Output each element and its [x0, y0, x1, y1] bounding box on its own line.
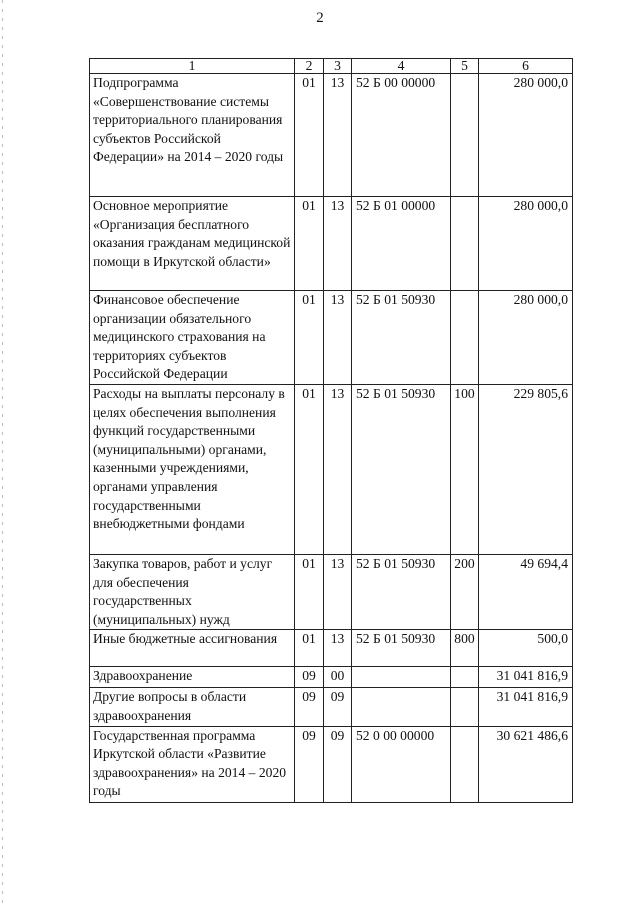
row-amount-cell: 31 041 816,9 — [479, 688, 573, 726]
column-header-6: 6 — [479, 59, 573, 74]
row-expense-type-cell — [451, 74, 479, 197]
row-name-cell: Здравоохранение — [90, 667, 295, 688]
row-target-article-cell: 52 Б 01 50930 — [352, 555, 451, 630]
column-header-3: 3 — [324, 59, 352, 74]
row-target-article-cell — [352, 667, 451, 688]
row-amount-cell: 229 805,6 — [479, 385, 573, 555]
row-target-article-cell: 52 Б 01 00000 — [352, 197, 451, 291]
row-expense-type-cell — [451, 291, 479, 385]
table-row — [90, 555, 573, 630]
row-name-cell: Иные бюджетные ассигнования — [90, 630, 295, 667]
row-section-cell: 01 — [295, 197, 324, 291]
row-subsection-cell: 13 — [324, 630, 352, 667]
row-subsection-cell: 13 — [324, 385, 352, 555]
row-subsection-cell: 00 — [324, 667, 352, 688]
budget-table — [89, 58, 573, 803]
row-expense-type-cell: 200 — [451, 555, 479, 630]
table-row — [90, 197, 573, 291]
row-name-cell: Расходы на выплаты персоналу в целях обеспечения выполнения функций государственными (муниципальными) органами, казенными учреждениями, органами управления государственными внебюджетными фондами — [90, 385, 295, 555]
row-amount-cell: 30 621 486,6 — [479, 726, 573, 802]
scan-edge-mark — [2, 0, 3, 905]
table-row — [90, 726, 573, 802]
row-amount-cell: 280 000,0 — [479, 291, 573, 385]
row-expense-type-cell — [451, 197, 479, 291]
row-subsection-cell: 09 — [324, 726, 352, 802]
row-subsection-cell: 13 — [324, 291, 352, 385]
column-header-1: 1 — [90, 59, 295, 74]
row-expense-type-cell: 800 — [451, 630, 479, 667]
row-name-cell: Закупка товаров, работ и услуг для обеспечения государственных (муниципальных) нужд — [90, 555, 295, 630]
row-subsection-cell: 13 — [324, 74, 352, 197]
row-name-cell: Основное мероприятие «Организация бесплатного оказания гражданам медицинской помощи в Иркутской области» — [90, 197, 295, 291]
row-amount-cell: 280 000,0 — [479, 74, 573, 197]
row-name-cell: Государственная программа Иркутской области «Развитие здравоохранения» на 2014 – 2020 годы — [90, 726, 295, 802]
row-name-cell: Финансовое обеспечение организации обязательного медицинского страхования на территориях субъектов Российской Федерации — [90, 291, 295, 385]
row-subsection-cell: 09 — [324, 688, 352, 726]
column-header-5: 5 — [451, 59, 479, 74]
row-expense-type-cell — [451, 726, 479, 802]
row-section-cell: 01 — [295, 555, 324, 630]
row-amount-cell: 49 694,4 — [479, 555, 573, 630]
table-row — [90, 688, 573, 726]
row-name-cell: Подпрограмма «Совершенствование системы территориального планирования субъектов Российской Федерации» на 2014 – 2020 годы — [90, 74, 295, 197]
table-row — [90, 385, 573, 555]
row-section-cell: 01 — [295, 630, 324, 667]
row-section-cell: 01 — [295, 74, 324, 197]
table-row — [90, 667, 573, 688]
page-number: 2 — [316, 10, 324, 26]
row-section-cell: 01 — [295, 385, 324, 555]
row-section-cell: 09 — [295, 667, 324, 688]
row-target-article-cell: 52 Б 01 50930 — [352, 630, 451, 667]
row-subsection-cell: 13 — [324, 555, 352, 630]
row-expense-type-cell — [451, 667, 479, 688]
row-target-article-cell: 52 Б 00 00000 — [352, 74, 451, 197]
table-row — [90, 74, 573, 197]
row-target-article-cell — [352, 688, 451, 726]
column-header-4: 4 — [352, 59, 451, 74]
column-header-2: 2 — [295, 59, 324, 74]
row-target-article-cell: 52 Б 01 50930 — [352, 385, 451, 555]
row-section-cell: 09 — [295, 726, 324, 802]
table-row — [90, 630, 573, 667]
row-section-cell: 01 — [295, 291, 324, 385]
table-row — [90, 291, 573, 385]
row-section-cell: 09 — [295, 688, 324, 726]
row-amount-cell: 31 041 816,9 — [479, 667, 573, 688]
row-target-article-cell: 52 Б 01 50930 — [352, 291, 451, 385]
row-amount-cell: 280 000,0 — [479, 197, 573, 291]
row-amount-cell: 500,0 — [479, 630, 573, 667]
row-target-article-cell: 52 0 00 00000 — [352, 726, 451, 802]
row-subsection-cell: 13 — [324, 197, 352, 291]
row-expense-type-cell — [451, 688, 479, 726]
row-expense-type-cell: 100 — [451, 385, 479, 555]
row-name-cell: Другие вопросы в области здравоохранения — [90, 688, 295, 726]
column-number-row — [90, 59, 573, 74]
